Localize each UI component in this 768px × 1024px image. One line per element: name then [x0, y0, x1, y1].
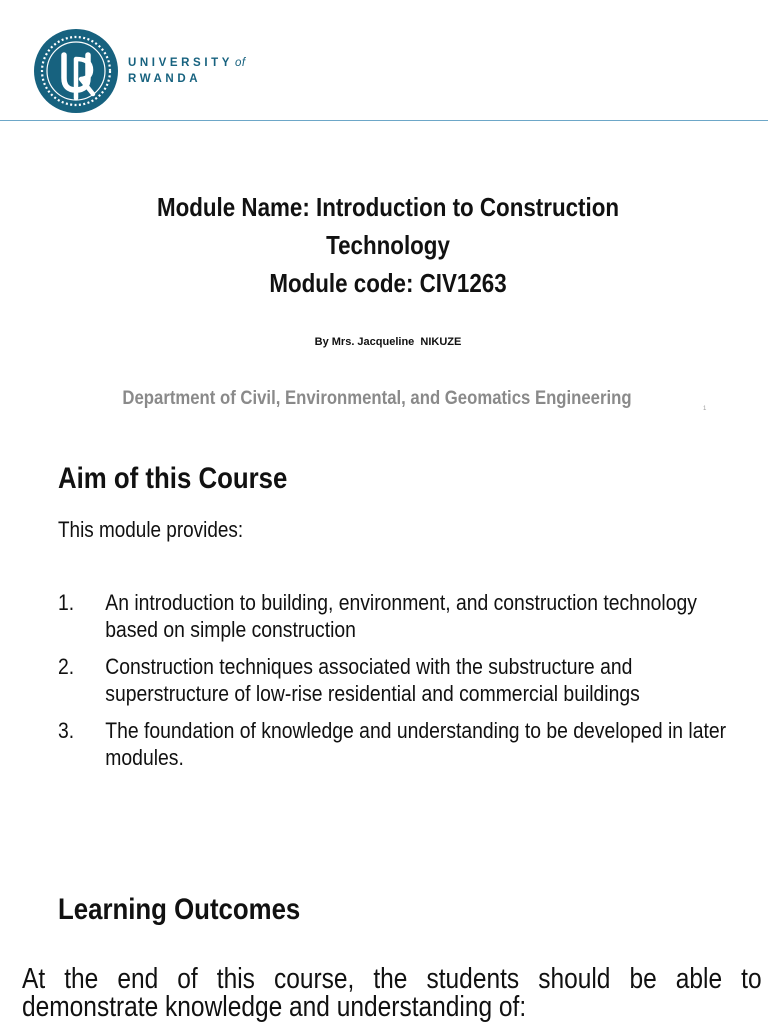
university-logo-seal	[33, 28, 119, 114]
list-item-number: 2.	[58, 654, 75, 679]
aim-intro: This module provides:	[58, 517, 244, 542]
logo-name-of: of	[235, 57, 246, 69]
logo-name-line1: UNIVERSITY	[128, 57, 234, 69]
outcomes-text: At the end of this course, the students should be able to demonstrate knowledge and understanding of:	[22, 963, 762, 1023]
outcomes-heading: Learning Outcomes	[58, 893, 301, 926]
page-marker: 1	[703, 406, 707, 412]
list-item-text: The foundation of knowledge and understanding to be developed in later modules.	[105, 718, 727, 770]
aim-heading: Aim of this Course	[58, 462, 288, 495]
module-title-line1: Module Name: Introduction to Construction	[156, 192, 620, 222]
logo-name-line2: RWANDA	[128, 73, 202, 85]
list-item-text: Construction techniques associated with the substructure and superstructure of low-rise residential and commercial buildings	[105, 654, 640, 706]
list-item	[58, 589, 746, 643]
department-name: Department of Civil, Environmental, and Geomatics Engineering	[122, 388, 632, 409]
university-logo-wordmark	[128, 55, 246, 87]
module-title	[54, 188, 721, 302]
header-divider	[0, 120, 768, 121]
list-item-number: 3.	[58, 718, 75, 743]
aim-list	[58, 589, 746, 781]
author-line: By Mrs. Jacqueline NIKUZE	[314, 336, 462, 348]
list-item	[58, 653, 746, 707]
list-item	[58, 717, 746, 771]
module-title-line2: Technology	[326, 230, 450, 260]
module-code: Module code: CIV1263	[269, 268, 507, 298]
list-item-text: An introduction to building, environment, and construction technology based on simple construction	[105, 590, 697, 642]
list-item-number: 1.	[58, 590, 75, 615]
